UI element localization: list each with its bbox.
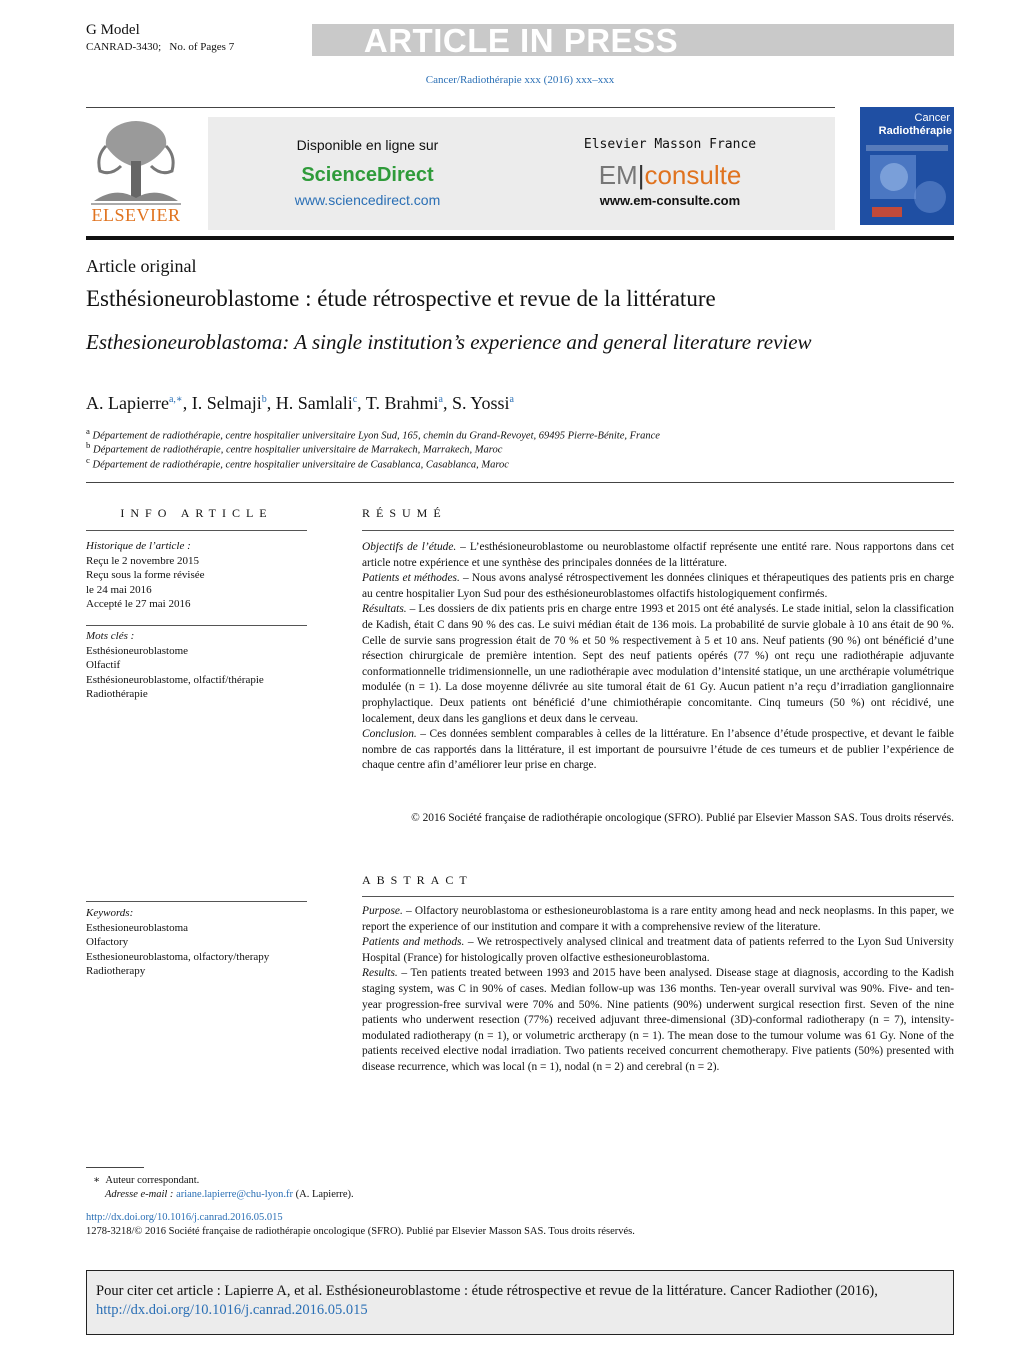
results-text: – Les dossiers de dix patients pris en charge entre 1993 et 2015 ont été analysés. Le stade initial, selon la classification de Kadish, était C dans 90 % des cas. Le suivi médian était de 136 mois. La probabilité de survie globale à 10 ans était de 90 %. Celle de survie sans progression était de 70 % et 50 % respectivement à 5 et 10 ans. Neuf patients (90 %) ont bénéficié d’une résection chirurgicale de première intention. Sept des neuf patients opérés (77 %) ont reçu une radiothérapie adjuvante conformationnelle tridimensionnelle, un une radiothérapie avec modulation d’intensité statique, un une arcthérapie volumétrique modulée (n = 1). La dose moyenne délivrée au site tumoral était de 61 Gy. Aucun patient n’a reçu d’irradiation ganglionnaire prophylactique. Deux patients ont bénéficié d’une chimiothérapie concomitante. Cinq tumeurs (50 %) ont récidivé, une localement, deux dans les ganglions et deux dans le cerveau. [362, 603, 954, 725]
abstract-methods [362, 935, 954, 966]
issn-copyright: 1278-3218/© 2016 Société française de radiothérapie oncologique (SFRO). Publié par Elsevier Masson SAS. Tous droits réservés. [86, 1226, 635, 1237]
sciencedirect-logo[interactable]: ScienceDirect [301, 164, 434, 186]
em-consulte-link[interactable]: www.em-consulte.com [599, 193, 741, 208]
resume-results [362, 602, 954, 727]
affiliation-mark: c [86, 455, 90, 465]
keywords-en-label: Keywords: [86, 907, 134, 919]
cover-title-line1: Cancer [914, 112, 950, 124]
author[interactable]: T. Brahmi [365, 393, 439, 413]
keyword[interactable]: Olfactif [86, 659, 121, 671]
history-item: le 24 mai 2016 [86, 583, 152, 596]
keyword[interactable]: Radiotherapy [86, 965, 146, 977]
abstract-results [362, 966, 954, 1075]
resume-divider [362, 530, 954, 531]
affiliation-mark: a [86, 426, 90, 436]
keyword[interactable]: Esthesioneuroblastoma [86, 921, 189, 934]
email-link[interactable]: ariane.lapierre@chu-lyon.fr [176, 1189, 294, 1200]
affiliation [86, 440, 502, 456]
conclusion-label: Conclusion. [362, 728, 417, 741]
resume-objectives [362, 540, 954, 571]
info-divider [86, 530, 307, 531]
article-in-press-text: ARTICLE IN PRESS [363, 22, 679, 59]
objectives-text: – L’esthésioneuroblastome ou neuroblastome olfactif représente une entité rare. Nous rapportons dans cet article notre expérience et une synthèse des principales données de la littérature. [362, 541, 954, 569]
email-label: Adresse e-mail : [105, 1189, 174, 1200]
header-thick-divider [86, 236, 954, 240]
author-separator: , [442, 393, 452, 413]
author-list [86, 393, 514, 414]
keywords-en [86, 906, 269, 979]
affiliation [86, 455, 509, 471]
purpose-label: Purpose. [362, 905, 403, 917]
article-history [86, 539, 205, 612]
abstract-methods-text: – We retrospectively analysed clinical and treatment data of patients referred to the Lyon Sud University Hospital (France) for histologically proven olfactive esthesioneuroblastoma. [362, 936, 954, 964]
resume-methods [362, 571, 954, 602]
author-affiliation-mark[interactable]: b [261, 394, 267, 405]
abstract-methods-label: Patients and methods. [362, 936, 465, 949]
author-separator: , [357, 393, 366, 413]
abstract-purpose [362, 904, 954, 935]
email-note [105, 1188, 354, 1202]
available-online-label: Disponible en ligne sur [296, 137, 439, 153]
em-consulte-word: consulte [644, 160, 742, 190]
elsevier-wordmark: ELSEVIER [91, 205, 181, 225]
resume-body [362, 540, 954, 774]
content-divider [86, 482, 954, 483]
keyword[interactable]: Radiothérapie [86, 688, 148, 700]
results-label: Résultats. [362, 603, 407, 616]
keywords-fr-label: Mots clés : [86, 630, 135, 642]
author[interactable]: I. Selmaji [191, 393, 262, 413]
corresponding-label: Auteur correspondant. [105, 1175, 200, 1186]
keyword[interactable]: Esthesioneuroblastoma, olfactory/therapy [86, 950, 270, 963]
article-type: Article original [86, 256, 197, 276]
sciencedirect-link[interactable]: www.sciencedirect.com [294, 192, 441, 208]
history-item: Accepté le 27 mai 2016 [86, 598, 191, 610]
author-affiliation-mark[interactable]: c [352, 394, 358, 405]
abstract-results-label: Results. [362, 967, 398, 980]
affiliation-text: Département de radiothérapie, centre hospitalier universitaire de Casablanca, Casablanca, Maroc [92, 459, 509, 471]
resume-copyright: © 2016 Société française de radiothérapie oncologique (SFRO). Publié par Elsevier Masson SAS. Tous droits réservés. [411, 812, 954, 824]
history-item: Reçu sous la forme révisée [86, 569, 205, 581]
cover-title-line2: Radiothérapie [878, 125, 952, 137]
title-english: Esthesioneuroblastoma: A single institution’s experience and general literature review [86, 330, 812, 354]
doi-link[interactable]: http://dx.doi.org/10.1016/j.canrad.2016.05.015 [86, 1212, 283, 1223]
elsevier-masson-label: Elsevier Masson France [583, 137, 757, 152]
author[interactable]: H. Samlali [275, 393, 353, 413]
author[interactable]: S. Yossi [451, 393, 510, 413]
affiliation-text: Département de radiothérapie, centre hospitalier universitaire Lyon Sud, 165, chemin du Grand-Revoyet, 69495 Pierre-Bénite, France [92, 430, 660, 442]
abstract-results-text: – Ten patients treated between 1993 and 2015 have been analysed. Disease stage at diagnosis, according to the Kadish staging system, was C in 90% of cases. Median follow-up was 136 months. Ten-year overall survival was 90%. Five- and ten-year progression-free survival were 70% and 50%. Nine patients (90%) underwent surgical resection first. Seven of the nine patients who underwent resection (77%) received adjuvant three-dimensional (3D)-conformal radiotherapy (n = 7), intensity-modulated radiotherapy (n = 1), or volumetric arctherapy (n = 1). The mean dose to the tumour volume was 61 Gy. None of the patients received elective nodal irradiation. Two patients received concurrent chemotherapy. Five patients (50%) presented with disease recurrence, which was local (n = 1), nodal (n = 2) and cerebral (n = 2). [362, 967, 954, 1073]
conclusion-text: – Ces données semblent comparables à celles de la littérature. En l’absence d’étude prospective, et devant le faible nombre de cas rapportés dans la littérature, il est important de poursuivre l’étude de ces tumeurs et de publier l’expérience de chaque centre afin d’améliorer leur prise en charge. [362, 728, 954, 772]
title-french: Esthésioneuroblastome : étude rétrospective et revue de la littérature [86, 286, 716, 311]
em-consulte-em: EM [598, 160, 638, 190]
citation-doi-link[interactable]: http://dx.doi.org/10.1016/j.canrad.2016.05.015 [96, 1302, 368, 1318]
author-affiliation-mark[interactable]: a [509, 394, 514, 405]
author-affiliation-mark[interactable]: a,∗ [168, 394, 183, 405]
affiliation-text: Département de radiothérapie, centre hospitalier universitaire de Marrakech, Marrakech, Maroc [93, 444, 503, 456]
author-affiliation-mark[interactable]: a [438, 394, 443, 405]
keywords-en-divider [86, 901, 307, 902]
author[interactable]: A. Lapierre [86, 393, 169, 413]
email-suffix: (A. Lapierre). [295, 1189, 354, 1200]
header-divider [86, 107, 835, 108]
em-consulte-logo[interactable] [530, 160, 810, 191]
citation-text [96, 1282, 946, 1320]
article-ref-code [86, 41, 234, 53]
keywords-fr-divider [86, 625, 307, 626]
ref-code: CANRAD-3430; [86, 41, 162, 53]
abstract-divider [362, 896, 954, 897]
keywords-fr [86, 629, 264, 702]
history-label: Historique de l’article : [86, 540, 191, 552]
history-item: Reçu le 2 novembre 2015 [86, 554, 200, 567]
keyword[interactable]: Olfactory [86, 936, 129, 948]
author-separator: , [266, 393, 276, 413]
em-consulte-bar: | [637, 160, 645, 190]
objectives-label: Objectifs de l’étude. [362, 541, 457, 553]
abstract-body [362, 904, 954, 1076]
corresponding-star: ∗ [93, 1175, 101, 1186]
methods-label: Patients et méthodes. [362, 572, 460, 585]
keyword[interactable]: Esthésioneuroblastome [86, 644, 189, 657]
page-count: No. of Pages 7 [169, 41, 235, 53]
author-separator: , [182, 393, 192, 413]
info-article-heading: INFO ARTICLE [120, 506, 273, 520]
journal-reference-link[interactable]: Cancer/Radiothérapie xxx (2016) xxx–xxx [425, 74, 615, 86]
methods-text: – Nous avons analysé rétrospectivement les données cliniques et thérapeutiques des patients pris en charge au centre hospitalier Lyon Sud pour des esthésioneuroblastomes olfactifs histologiquement confirmés. [362, 572, 954, 600]
keyword[interactable]: Esthésioneuroblastome, olfactif/thérapie [86, 673, 264, 686]
affiliation-mark: b [86, 440, 91, 450]
purpose-text: – Olfactory neuroblastoma or esthesioneuroblastoma is a rare entity among head and neck neoplasms. In this paper, we report the experience of our institution and compare it with a comprehensive review of the literature. [362, 905, 954, 933]
abstract-heading: ABSTRACT [362, 873, 473, 887]
corresponding-author-note [93, 1174, 199, 1188]
citation-body: Pour citer cet article : Lapierre A, et al. Esthésioneuroblastome : étude rétrospective et revue de la littérature. Cancer Radiother (2016), [96, 1283, 878, 1299]
resume-heading: RÉSUMÉ [362, 506, 447, 520]
footnote-divider [86, 1167, 144, 1168]
resume-conclusion [362, 727, 954, 774]
g-model-label: G Model [86, 22, 140, 38]
